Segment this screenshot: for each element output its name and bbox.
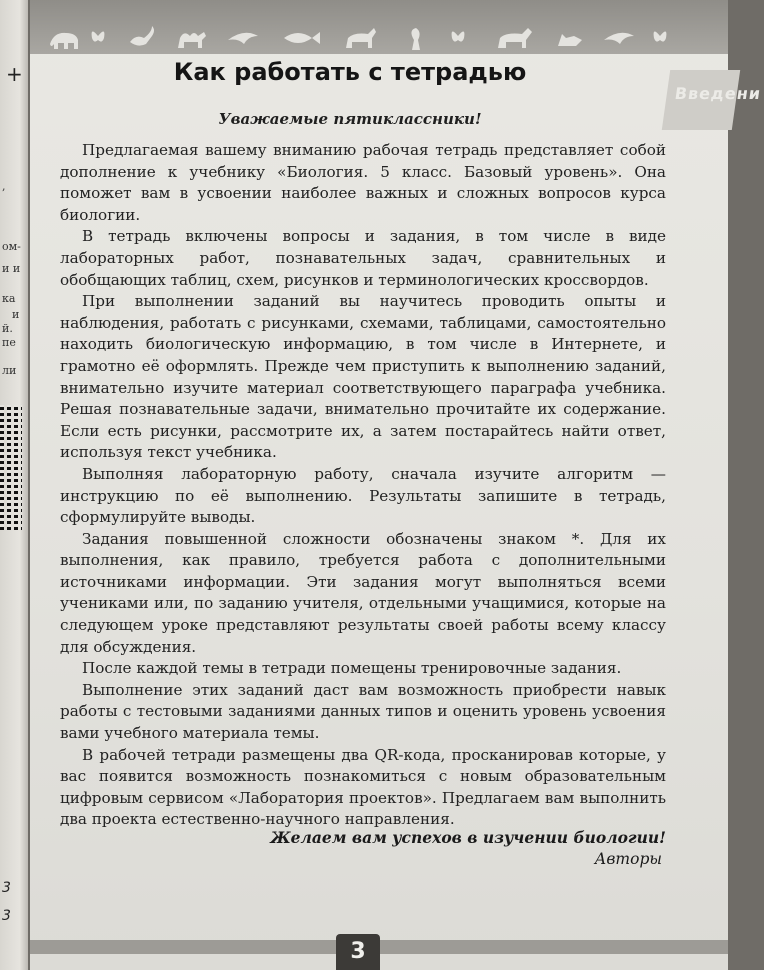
left-page-fragment: ли [2,364,17,377]
left-page-fragment: ом- [2,240,21,253]
page-title: Как работать с тетрадью [173,58,527,86]
fox-icon [558,34,582,46]
animal-silhouettes-strip [48,22,718,52]
section-tab-label: Введени [673,84,763,103]
left-page-fragment: и [12,308,20,321]
left-page-number: 3 [2,880,11,896]
paragraph: Выполнение этих заданий даст вам возможность приобрести навык работы с тестовыми заданиями данных типов и оценить уровень усвоения вами учебного материала темы. [60,680,666,743]
adjacent-page-edge [0,0,28,970]
butterfly-icon [452,31,465,41]
page-number: 3 [336,934,380,970]
left-page-fragment: ка [2,292,16,305]
fish-icon [284,32,320,44]
greeting: Уважаемые пятиклассники! [218,110,482,128]
closing-wish: Желаем вам успехов в изучении биологии! [270,828,666,847]
left-page-number: 3 [2,908,11,924]
camel-icon [178,32,206,48]
signature-authors: Авторы [594,850,662,868]
left-page-fragment: пе [2,336,16,349]
bird-icon [228,33,258,44]
left-page-fragment: и и [2,262,21,275]
deer-icon [346,28,376,48]
paragraph: В рабочей тетради размещены два QR-кода, просканировав которые, у вас появится возможность познакомиться с новым образовательным цифровым сервисом «Лаборатория проектов». Предлагаем вам выполнить два проекта естественно-научного направления. [60,745,666,829]
left-page-fragment: й. [2,322,13,335]
intro-text [60,140,666,831]
section-tab [662,70,763,130]
workbook-page [30,0,763,970]
plus-mark: + [6,62,23,86]
paragraph: При выполнении заданий вы научитесь проводить опыты и наблюдения, работать с рисунками, схемами, таблицами, самостоятельно находить биологическую информацию, в том числе в Интернете, и грамотно её оформлять. Прежде чем приступить к выполнению заданий, внимательно изучите материал соответствующего параграфа учебника. Решая познавательные задачи, внимательно прочитайте их содержание. Если есть рисунки, рассмотрите их, а затем постарайтесь найти ответ, используя текст учебника. [60,292,666,462]
butterfly-icon [654,31,667,41]
header-band [30,0,728,54]
heron-icon [411,28,420,50]
butterfly-icon [92,31,105,41]
paragraph: После каждой темы в тетради помещены тренировочные задания. [82,659,622,678]
paragraph: Выполняя лабораторную работу, сначала изучите алгоритм — инструкцию по её выполнению. Результаты запишите в тетрадь, сформулируйте выводы. [60,464,666,527]
left-page-fragment: , [2,180,6,193]
paragraph: Задания повышенной сложности обозначены знаком *. Для их выполнения, как правило, требуется работа с дополнительными источниками информации. Эти задания могут выполняться всеми учениками или, по заданию учителя, отдельными учащимися, которые на следующем уроке представляют результаты своей работы всему классу для обсуждения. [60,529,666,656]
paragraph: В тетрадь включены вопросы и задания, в том числе в виде лабораторных работ, познавательных задач, сравнительных и обобщающих таблиц, схем, рисунков и терминологических кроссвордов. [60,227,666,289]
elephant-icon [50,33,78,49]
bird-icon [604,33,634,44]
paragraph: Предлагаемая вашему вниманию рабочая тетрадь представляет собой дополнение к учебнику «Биология. 5 класс. Базовый уровень». Она поможет вам в усвоении наиболее важных и сложных вопросов курса биологии. [60,141,666,224]
qr-code-image [0,405,22,530]
scorpion-icon [130,26,154,46]
horse-icon [498,28,532,48]
